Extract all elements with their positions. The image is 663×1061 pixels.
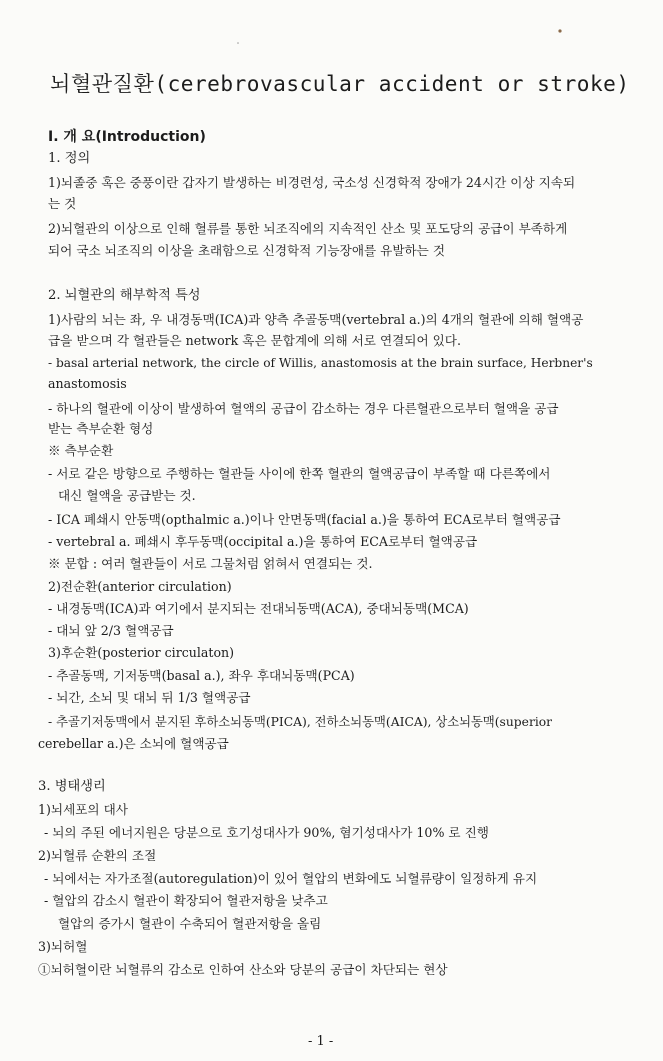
anatomy-line: - 내경동맥(ICA)과 여기에서 분지되는 전대뇌동맥(ACA), 중대뇌동맥(MCA) [48, 601, 469, 616]
anatomy-line: - 서로 같은 방향으로 주행하는 혈관들 사이에 한쪽 혈관의 혈액공급이 부족할 때 다른쪽에서 [48, 466, 551, 481]
pathophysiology-line: 1)뇌세포의 대사 [38, 802, 128, 817]
anatomy-line: anastomosis [48, 376, 127, 391]
pathophysiology-heading: 3. 병태생리 [38, 779, 106, 794]
anatomy-line: ※ 문합 : 여러 혈관들이 서로 그물처럼 얽혀서 연결되는 것. [48, 556, 373, 571]
anatomy-line: - 추골기저동맥에서 분지된 후하소뇌동맥(PICA), 전하소뇌동맥(AICA), 상소뇌동맥(superior [48, 715, 553, 729]
anatomy-line: 3)후순환(posterior circulaton) [48, 645, 235, 660]
definition-line: 2)뇌혈관의 이상으로 인해 혈류를 통한 뇌조직에의 지속적인 산소 및 포도당의 공급이 부족하게 [48, 221, 568, 236]
pathophysiology-line: - 혈압의 감소시 혈관이 확장되어 혈관저항을 낮추고 [44, 893, 328, 908]
pathophysiology-line: 3)뇌허혈 [38, 939, 88, 954]
pathophysiology-line: - 뇌에서는 자가조절(autoregulation)이 있어 혈압의 변화에도 뇌혈류량이 일정하게 유지 [44, 871, 538, 886]
anatomy-line: - basal arterial network, the circle of Willis, anastomosis at the brain surface, Herbner's [48, 356, 593, 370]
anatomy-line: - vertebral a. 폐쇄시 후두동맥(occipital a.)을 통하여 ECA로부터 혈액공급 [48, 534, 478, 549]
anatomy-line: ※ 측부순환 [48, 443, 114, 458]
definition-line: 는 것 [48, 196, 77, 211]
anatomy-line: 2)전순환(anterior circulation) [48, 579, 232, 594]
anatomy-line: 받는 측부순환 형성 [48, 421, 154, 436]
anatomy-line: cerebellar a.)은 소뇌에 혈액공급 [38, 736, 229, 751]
page-number: - 1 - [308, 1034, 334, 1049]
pathophysiology-line: ①뇌허혈이란 뇌혈류의 감소로 인하여 산소와 당분의 공급이 차단되는 현상 [38, 962, 448, 977]
anatomy-line: 대신 혈액을 공급받는 것. [58, 488, 196, 503]
anatomy-line: - 하나의 혈관에 이상이 발생하여 혈액의 공급이 감소하는 경우 다른혈관으로부터 혈액을 공급 [48, 401, 559, 416]
anatomy-line: - 추골동맥, 기저동맥(basal a.), 좌우 후대뇌동맥(PCA) [48, 668, 355, 683]
pathophysiology-line: 2)뇌혈류 순환의 조절 [38, 848, 157, 863]
anatomy-line: - ICA 폐쇄시 안동맥(opthalmic a.)이나 안면동맥(facial a.)을 통하여 ECA로부터 혈액공급 [48, 512, 561, 527]
anatomy-line: 급을 받으며 각 혈관들은 network 혹은 문합계에 의해 서로 연결되어 있다. [48, 333, 461, 348]
anatomy-line: - 대뇌 앞 2/3 혈액공급 [48, 623, 174, 638]
anatomy-line: - 뇌간, 소뇌 및 대뇌 뒤 1/3 혈액공급 [48, 690, 251, 705]
definition-line: 되어 국소 뇌조직의 이상을 초래함으로 신경학적 기능장애를 유발하는 것 [48, 243, 445, 258]
anatomy-line: 1)사람의 뇌는 좌, 우 내경동맥(ICA)과 양측 추골동맥(vertebral a.)의 4개의 혈관에 의해 혈액공 [48, 312, 584, 327]
definition-heading: 1. 정의 [48, 151, 91, 166]
pathophysiology-line: 혈압의 증가시 혈관이 수축되어 혈관저항을 올림 [58, 916, 322, 931]
document-title: 뇌혈관질환(cerebrovascular accident or stroke) [50, 71, 630, 96]
pathophysiology-line: - 뇌의 주된 에너지원은 당분으로 호기성대사가 90%, 혐기성대사가 10% 로 진행 [44, 825, 489, 840]
anatomy-heading: 2. 뇌혈관의 해부학적 특성 [48, 288, 201, 303]
definition-line: 1)뇌졸중 혹은 중풍이란 갑자기 발생하는 비경련성, 국소성 신경학적 장애가 24시간 이상 지속되 [48, 175, 576, 190]
intro-heading: Ⅰ. 개 요(Introduction) [48, 129, 206, 145]
